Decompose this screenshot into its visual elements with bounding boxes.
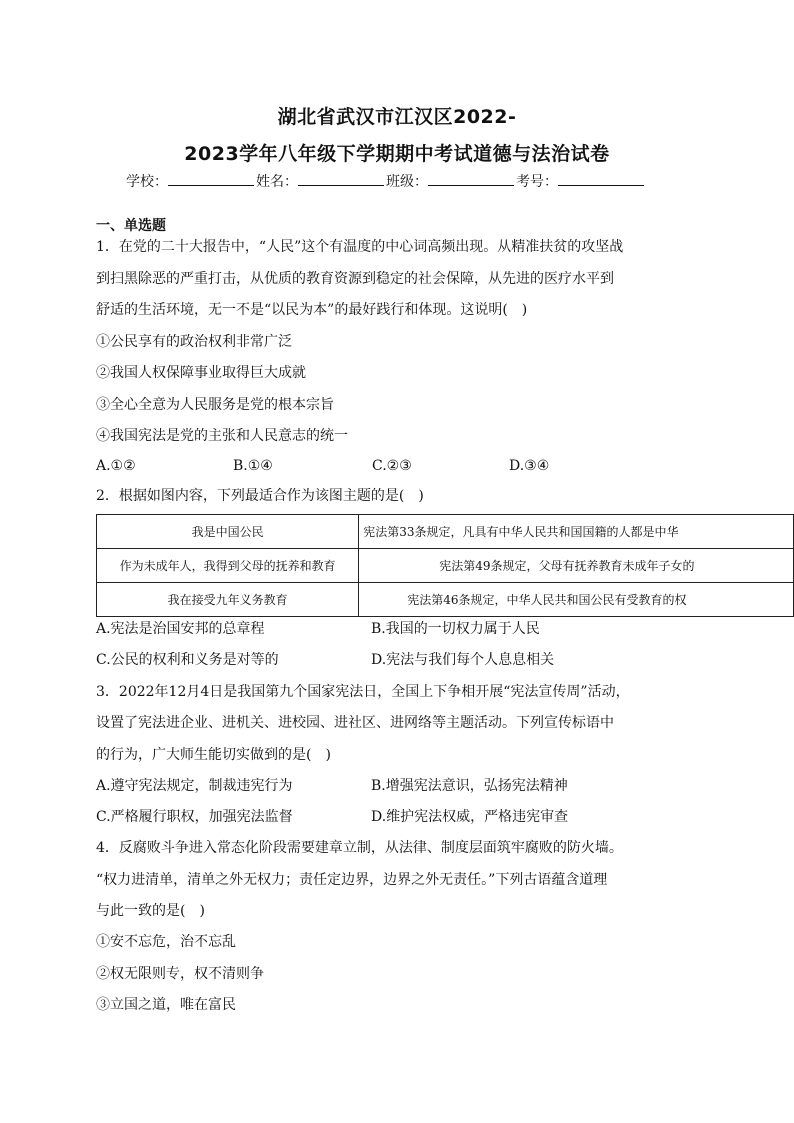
student-info-row — [126, 171, 646, 191]
q4-item: ③立国之道，唯在富民 — [96, 997, 236, 1013]
exam-title-line1: 湖北省武汉市江汉区2022- — [277, 106, 517, 128]
table-row — [97, 515, 794, 549]
q1-option-c[interactable]: C.②③ — [372, 458, 412, 474]
q1-stem-line: 舒适的生活环境，无一不是“以民为本”的最好践行和体现。这说明( ) — [96, 302, 528, 318]
q3-option-b[interactable]: B.增强宪法意识，弘扬宪法精神 — [371, 778, 568, 794]
class-blank[interactable] — [428, 173, 514, 186]
q4-stem-line: 4．反腐败斗争进入常态化阶段需要建章立制，从法律、制度层面筑牢腐败的防火墙。 — [96, 840, 623, 856]
q3-option-c[interactable]: C.严格履行职权，加强宪法监督 — [96, 809, 293, 825]
q2-stem: 2．根据如图内容，下列最适合作为该图主题的是( ) — [96, 488, 424, 504]
q4-item: ①安不忘危，治不忘乱 — [96, 934, 236, 950]
q1-stem-line: 1．在党的二十大报告中，“人民”这个有温度的中心词高频出现。从精准扶贫的攻坚战 — [96, 239, 624, 255]
q1-item: ①公民享有的政治权利非常广泛 — [96, 334, 292, 350]
q2-option-d[interactable]: D.宪法与我们每个人息息相关 — [371, 652, 555, 668]
school-blank[interactable] — [168, 173, 254, 186]
table-cell: 宪法第46条规定，中华人民共和国公民有受教育的权 — [359, 583, 794, 617]
table-cell: 我在接受九年义务教育 — [97, 583, 359, 617]
name-blank[interactable] — [298, 173, 384, 186]
exam-no-label: 考号： — [516, 174, 558, 190]
q4-stem-line: “权力进清单，清单之外无权力；责任定边界，边界之外无责任。”下列古语蕴含道理 — [96, 872, 608, 888]
table-cell: 作为未成年人，我得到父母的抚养和教育 — [97, 549, 359, 583]
exam-title-line2: 2023学年八年级下学期期中考试道德与法治试卷 — [184, 143, 610, 165]
q4-stem-line: 与此一致的是( ) — [96, 903, 205, 919]
table-row — [97, 549, 794, 583]
q3-option-d[interactable]: D.维护宪法权威，严格违宪审查 — [371, 809, 569, 825]
q2-option-c[interactable]: C.公民的权利和义务是对等的 — [96, 652, 279, 668]
q1-item: ②我国人权保障事业取得巨大成就 — [96, 365, 306, 381]
q3-stem-line: 的行为，广大师生能切实做到的是( ) — [96, 747, 331, 763]
table-cell: 宪法第33条规定，凡具有中华人民共和国国籍的人都是中华 — [359, 515, 794, 549]
q4-item: ②权无限则专，权不清则争 — [96, 966, 264, 982]
q2-table — [96, 514, 794, 617]
class-label: 班级： — [386, 174, 428, 190]
q1-stem-line: 到扫黑除恶的严重打击，从优质的教育资源到稳定的社会保障，从先进的医疗水平到 — [96, 271, 614, 287]
q3-stem-line: 3．2022年12月4日是我国第九个国家宪法日，全国上下争相开展“宪法宣传周”活动， — [96, 684, 630, 700]
exam-no-blank[interactable] — [558, 173, 644, 186]
table-row — [97, 583, 794, 617]
school-label: 学校： — [126, 174, 168, 190]
q1-option-a[interactable]: A.①② — [96, 458, 136, 474]
table-cell: 我是中国公民 — [97, 515, 359, 549]
q3-stem-line: 设置了宪法进企业、进机关、进校园、进社区、进网络等主题活动。下列宣传标语中 — [96, 715, 614, 731]
table-cell: 宪法第49条规定，父母有抚养教育未成年子女的 — [359, 549, 794, 583]
q2-option-a[interactable]: A.宪法是治国安邦的总章程 — [96, 621, 265, 637]
name-label: 姓名： — [256, 174, 298, 190]
section-heading: 一、单选题 — [96, 218, 166, 234]
q1-item: ④我国宪法是党的主张和人民意志的统一 — [96, 428, 348, 444]
q2-option-b[interactable]: B.我国的一切权力属于人民 — [371, 621, 540, 637]
q1-option-d[interactable]: D.③④ — [509, 458, 550, 474]
q1-item: ③全心全意为人民服务是党的根本宗旨 — [96, 397, 334, 413]
q3-option-a[interactable]: A.遵守宪法规定，制裁违宪行为 — [96, 778, 293, 794]
q1-option-b[interactable]: B.①④ — [233, 458, 273, 474]
